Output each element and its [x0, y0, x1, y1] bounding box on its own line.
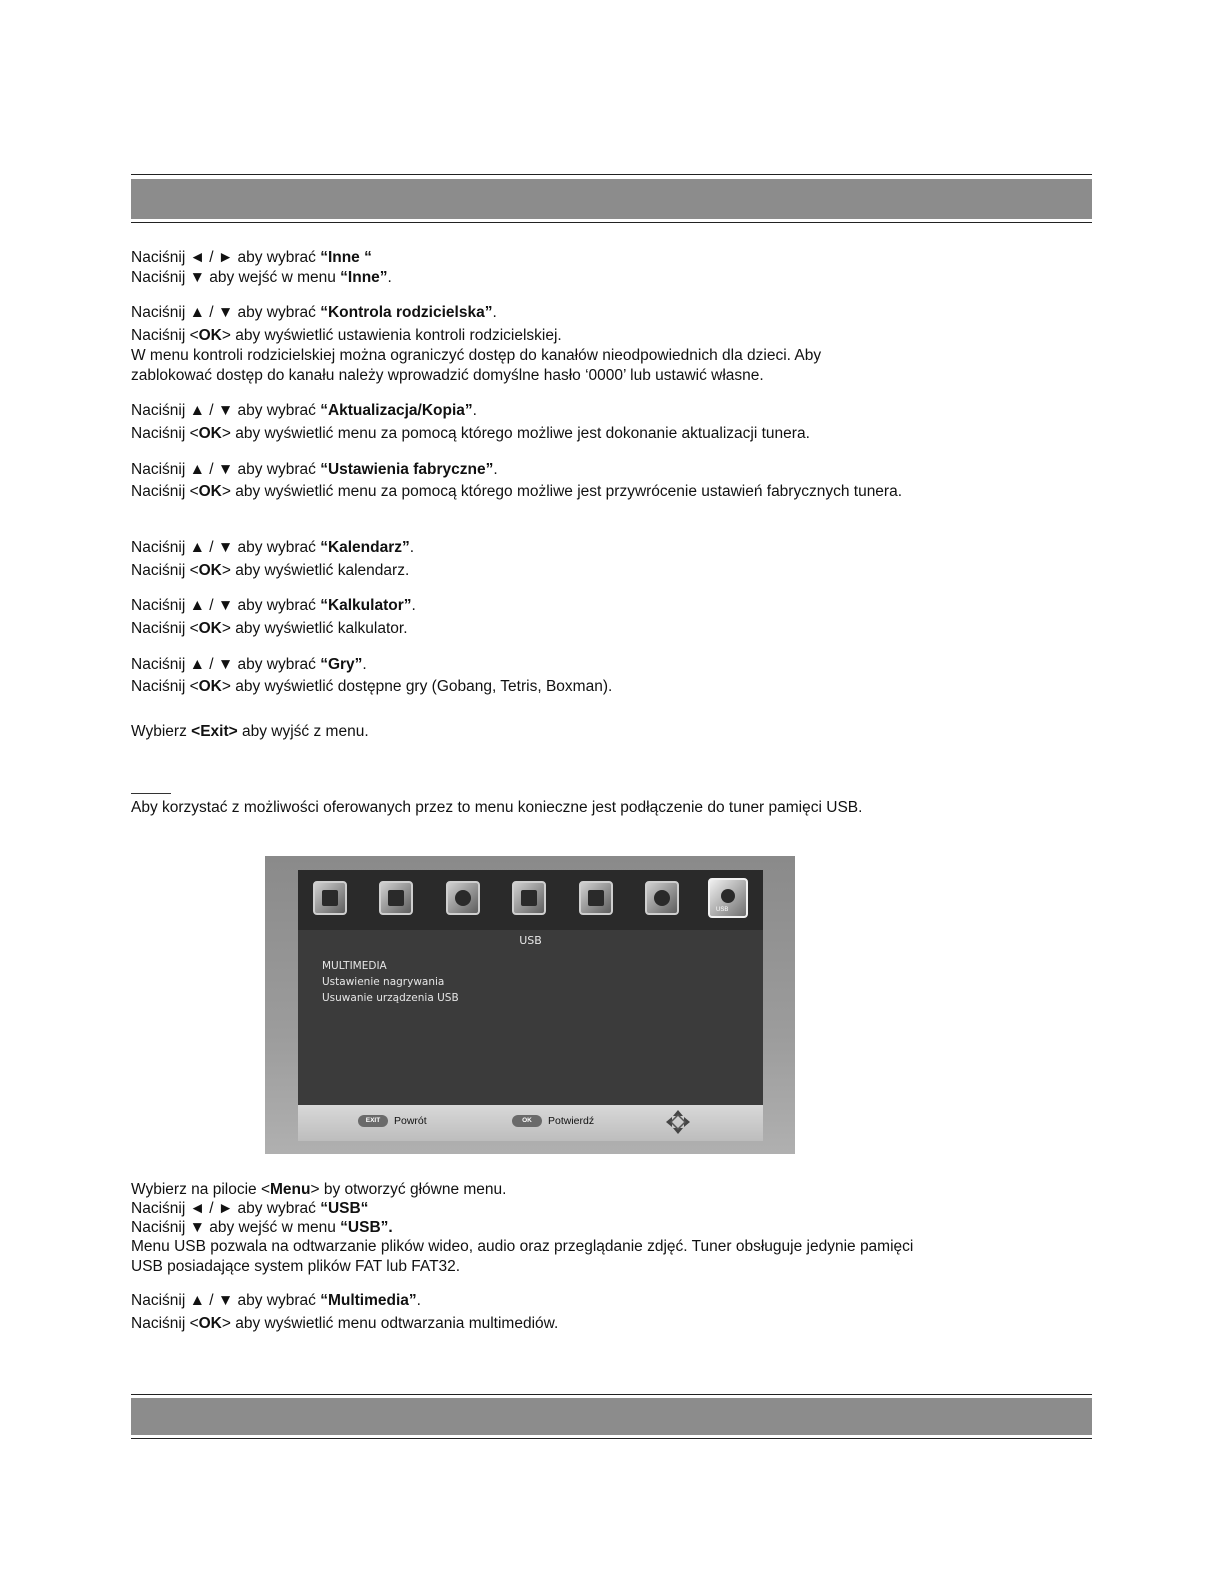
usb-description: Menu USB pozwala na odtwarzanie plików wideo, audio oraz przeglądanie zdjęć. Tuner obsługuje jedynie pamięci USB posiadające system plików FAT lub FAT32. [131, 1238, 914, 1275]
ok-key-icon: OK [512, 1115, 542, 1127]
line-select-gry: Naciśnij ▲ / ▼ aby wybrać “Gry”. [131, 656, 367, 673]
settings-gears-icon[interactable] [645, 881, 679, 915]
kontrola-description: W menu kontroli rodzicielskiej można ograniczyć dostęp do kanałów nieodpowiednich dla dzieci. Aby zablokować dostęp do kanału należy wprowadzić domyślne hasło ‘0000’ lub ustawić własne. [131, 347, 822, 384]
picture-icon[interactable] [379, 881, 413, 915]
clock-icon[interactable] [446, 881, 480, 915]
tv-menu-item-multimedia[interactable]: MULTIMEDIA [322, 960, 387, 972]
line-ok-aktualizacja: Naciśnij <OK> aby wyświetlić menu za pomocą którego możliwe jest dokonanie aktualizacji tunera. [131, 425, 810, 442]
header-rule-top [131, 174, 1092, 175]
tv-menu-screenshot [265, 856, 795, 1154]
line-ok-kalendarz: Naciśnij <OK> aby wyświetlić kalendarz. [131, 562, 410, 579]
books-icon[interactable] [579, 881, 613, 915]
exit-key-icon: EXIT [358, 1115, 388, 1127]
line-ok-fabryczne: Naciśnij <OK> aby wyświetlić menu za pomocą którego możliwe jest przywrócenie ustawień fabrycznych tunera. [131, 483, 903, 500]
section-marker-rule [131, 793, 171, 794]
ok-label: Potwierdź [548, 1115, 595, 1127]
dpad-icon [665, 1109, 691, 1135]
line-select-kontrola: Naciśnij ▲ / ▼ aby wybrać “Kontrola rodzicielska”. [131, 304, 497, 321]
line-select-multimedia: Naciśnij ▲ / ▼ aby wybrać “Multimedia”. [131, 1292, 421, 1309]
line-ok-multimedia: Naciśnij <OK> aby wyświetlić menu odtwarzania multimediów. [131, 1315, 559, 1332]
tv-footer [298, 1105, 763, 1141]
line-usb-menu: Wybierz na pilocie <Menu> by otworzyć główne menu. [131, 1181, 507, 1198]
tv-program-icon[interactable] [313, 881, 347, 915]
footer-band [131, 1398, 1092, 1435]
header-rule-bottom [131, 222, 1092, 223]
line-select-inne: Naciśnij ◄ / ► aby wybrać “Inne “ [131, 249, 372, 266]
line-usb-select: Naciśnij ◄ / ► aby wybrać “USB“ [131, 1200, 369, 1217]
line-usb-enter: Naciśnij ▼ aby wejść w menu “USB”. [131, 1219, 393, 1236]
footer-rule-top [131, 1394, 1092, 1395]
line-select-kalendarz: Naciśnij ▲ / ▼ aby wybrać “Kalendarz”. [131, 539, 415, 556]
channel-search-icon[interactable] [512, 881, 546, 915]
usb-intro: Aby korzystać z możliwości oferowanych przez to menu konieczne jest podłączenie do tuner pamięci USB. [131, 799, 863, 816]
line-enter-inne: Naciśnij ▼ aby wejść w menu “Inne”. [131, 269, 392, 286]
header-band [131, 179, 1092, 219]
tv-menu-list [322, 958, 459, 1006]
line-ok-kontrola: Naciśnij <OK> aby wyświetlić ustawienia kontroli rodzicielskiej. [131, 327, 562, 344]
usb-play-icon[interactable]: USB [708, 878, 748, 918]
line-select-aktualizacja: Naciśnij ▲ / ▼ aby wybrać “Aktualizacja/Kopia”. [131, 402, 477, 419]
line-select-kalkulator: Naciśnij ▲ / ▼ aby wybrać “Kalkulator”. [131, 597, 416, 614]
exit-label: Powrót [394, 1115, 427, 1127]
tv-menu-title: USB [519, 934, 542, 947]
tv-menu-item-remove-usb[interactable]: Usuwanie urządzenia USB [322, 992, 459, 1004]
line-ok-kalkulator: Naciśnij <OK> aby wyświetlić kalkulator. [131, 620, 408, 637]
tv-icon-bar [298, 870, 763, 930]
line-ok-gry: Naciśnij <OK> aby wyświetlić dostępne gry (Gobang, Tetris, Boxman). [131, 678, 613, 695]
footer-rule-bottom [131, 1438, 1092, 1439]
line-select-fabryczne: Naciśnij ▲ / ▼ aby wybrać “Ustawienia fabryczne”. [131, 461, 498, 478]
tv-menu-item-recording[interactable]: Ustawienie nagrywania [322, 976, 445, 988]
tv-screen [298, 870, 763, 1123]
line-exit: Wybierz <Exit> aby wyjść z menu. [131, 723, 369, 740]
